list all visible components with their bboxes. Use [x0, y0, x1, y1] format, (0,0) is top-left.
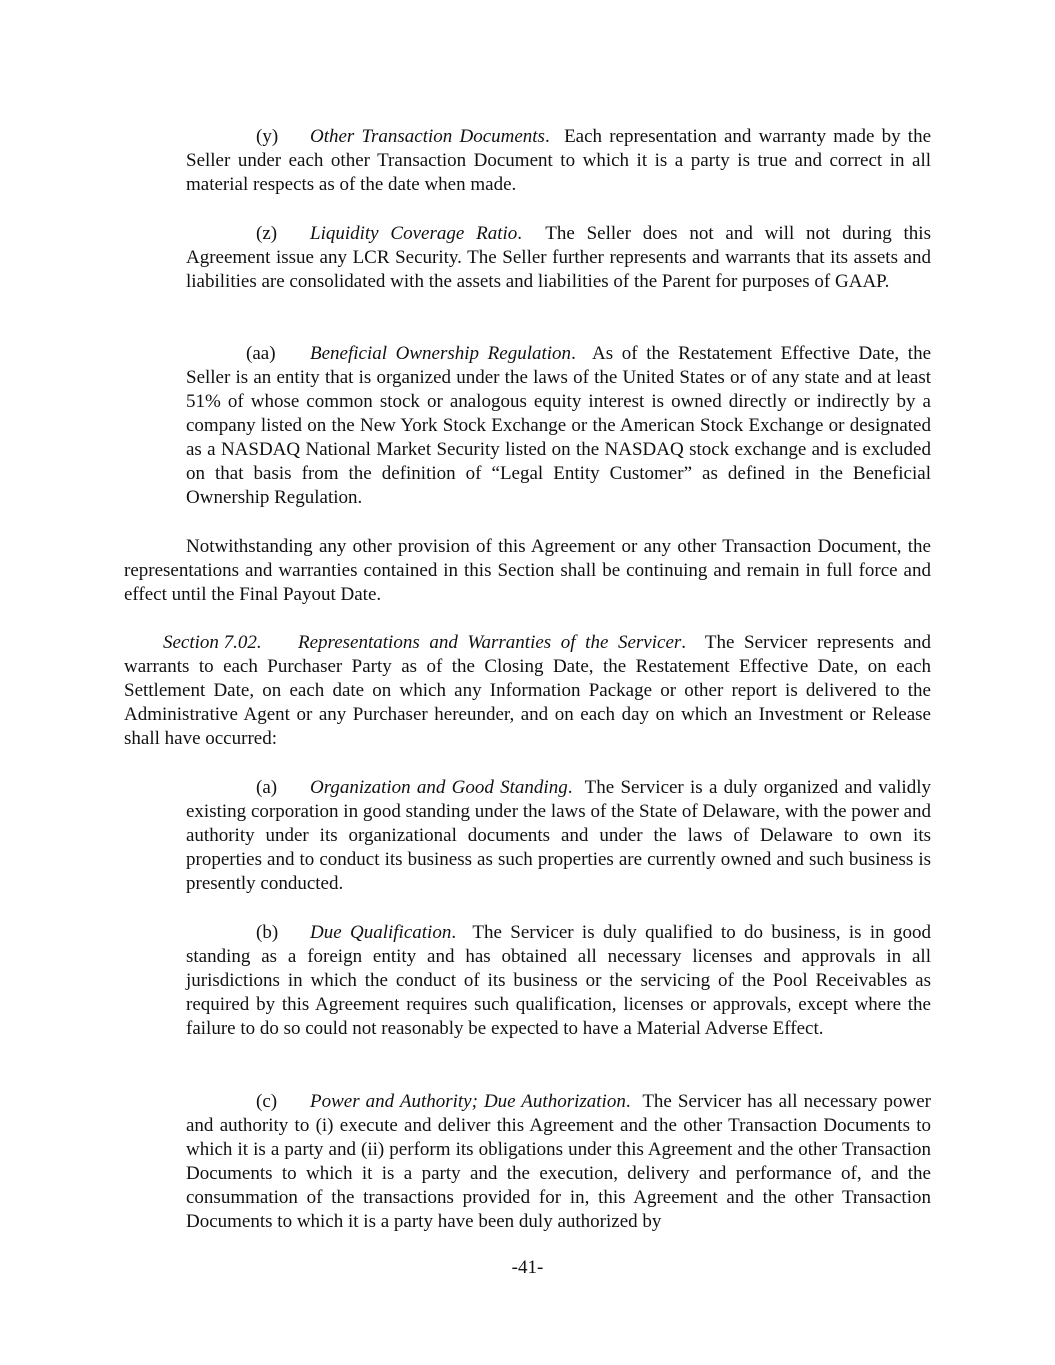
clause-text: The Servicer is a duly organized and validly existing corporation in good standing under the laws of the State of Delaware, with the power and authority under its organizational documents and under the laws of Delaware to own its properties and to conduct its business as such properties are currently owned and such business is presently conducted. [186, 777, 931, 894]
clause-heading: Power and Authority; Due Authorization [310, 1091, 626, 1112]
clause-text: The Servicer is duly qualified to do business, is in good standing as a foreign entity and has obtained all necessary licenses and approvals in all jurisdictions in which the conduct of its business or the servicing of the Pool Receivables as required by this Agreement requires such qualification, licenses or approvals, except where the failure to do so could not reasonably be expected to have a Material Adverse Effect. [186, 922, 931, 1039]
clause-marker: (y) [256, 126, 279, 147]
notwithstanding-paragraph [124, 535, 931, 607]
section-text: The Servicer represents and warrants to each Purchaser Party as of the Closing Date, the Restatement Effective Date, on each Settlement Date, on each date on which any Information Package or other report is delivered to the Administrative Agent or any Purchaser hereunder, and on each day on which an Investment or Release shall have occurred: [124, 632, 932, 749]
clause-heading: Other Transaction Documents [310, 126, 545, 147]
heading-period: . [451, 922, 473, 943]
clause-b [186, 921, 931, 1041]
clause-c [186, 1090, 931, 1234]
clause-marker: (c) [256, 1091, 278, 1112]
section-number: Section 7.02. [163, 632, 262, 653]
clause-text: As of the Restatement Effective Date, the Seller is an entity that is organized under the laws of the United States or of any state and at least 51% of whose common stock or analogous equity interest is owned directly or indirectly by a company listed on the New York Stock Exchange or the American Stock Exchange or designated as a NASDAQ National Market Security listed on the NASDAQ stock exchange and is excluded on that basis from the definition of “Legal Entity Customer” as defined in the Beneficial Ownership Regulation. [186, 343, 931, 508]
clause-marker: (aa) [246, 343, 276, 364]
page-number: -41- [511, 1257, 544, 1278]
clause-text: The Seller does not and will not during this Agreement issue any LCR Security. The Seller further represents and warrants that its assets and liabilities are consolidated with the assets and liabilities of the Parent for purposes of GAAP. [186, 223, 931, 292]
section-7-02 [124, 631, 931, 751]
clause-aa [186, 342, 931, 510]
clause-marker: (z) [256, 223, 278, 244]
clause-heading: Due Qualification [310, 922, 452, 943]
clause-y [186, 125, 931, 197]
heading-period: . [544, 126, 565, 147]
clause-text: The Servicer has all necessary power and authority to (i) execute and deliver this Agreement and the other Transaction Documents to which it is a party and (ii) perform its obligations under this Agreement and the other Transaction Documents to which it is a party and the execution, delivery and performance of, and the consummation of the transactions provided for in, this Agreement and the other Transaction Documents to which it is a party have been duly authorized by [186, 1091, 931, 1232]
heading-period: . [625, 1091, 643, 1112]
heading-period: . [517, 223, 546, 244]
clause-text: Each representation and warranty made by the Seller under each other Transaction Document to which it is a party is true and correct in all material respects as of the date when made. [186, 126, 932, 195]
heading-period: . [567, 777, 585, 798]
heading-period: . [681, 632, 705, 653]
heading-period: . [571, 343, 593, 364]
section-heading: Representations and Warranties of the Servicer [298, 632, 682, 653]
clause-heading: Organization and Good Standing [310, 777, 568, 798]
clause-heading: Liquidity Coverage Ratio [310, 223, 518, 244]
clause-marker: (b) [256, 922, 279, 943]
paragraph-text: Notwithstanding any other provision of this Agreement or any other Transaction Document, the representations and warranties contained in this Section shall be continuing and remain in full force and effect until the Final Payout Date. [124, 536, 931, 605]
clause-a [186, 776, 931, 896]
clause-heading: Beneficial Ownership Regulation [310, 343, 572, 364]
clause-marker: (a) [256, 777, 278, 798]
clause-z [186, 222, 931, 294]
